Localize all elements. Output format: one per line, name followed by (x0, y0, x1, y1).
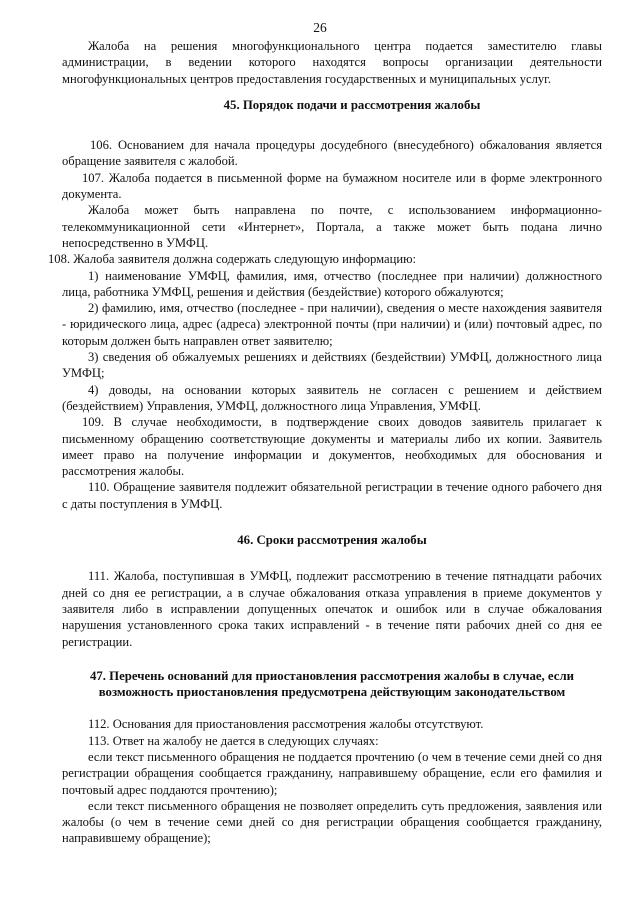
paragraph-112: 112. Основания для приостановления рассмотрения жалобы отсутствуют. (88, 717, 484, 732)
paragraph-109: 109. В случае необходимости, в подтверждение своих доводов заявитель прилагает к письменному обращению соответствующие документы и материалы либо их копии. Заявитель имеет право на получение информации и документов, необходимых для обоснования и рассмотрения жалобы. (62, 415, 602, 479)
paragraph-108-item-3: 3) сведения об обжалуемых решениях и действиях (бездействии) УМФЦ, должностного лица УМФЦ; (62, 350, 602, 381)
paragraph-108: 108. Жалоба заявителя должна содержать следующую информацию: (48, 252, 416, 267)
paragraph-108-item-1: 1) наименование УМФЦ, фамилия, имя, отчество (последнее при наличии) должностного лица, работника УМФЦ, решения и действия (бездействие) которого обжалуются; (62, 268, 602, 299)
paragraph-110: 110. Обращение заявителя подлежит обязательной регистрации в течение одного рабочего дня с даты поступления в УМФЦ. (62, 480, 602, 511)
paragraph-107-b: Жалоба может быть направлена по почте, с использованием информационно-телекоммуникационной сети «Интернет», Портала, а также может быть подана лично непосредственно в УМФЦ. (62, 203, 602, 250)
page-number: 26 (313, 20, 327, 35)
document-body (48, 38, 602, 847)
paragraph-113: 113. Ответ на жалобу не дается в следующих случаях: (88, 733, 379, 748)
section-heading-47: 47. Перечень оснований для приостановления рассмотрения жалобы в случае, если возможность приостановления предусмотрена действующим законодательством (89, 668, 575, 700)
paragraph-108-item-2: 2) фамилию, имя, отчество (последнее - при наличии), сведения о месте нахождения заявителя - юридического лица, адрес (адреса) электронной почты (при наличии) и (или) почтовый адрес, по которым должен быть направлен ответ заявителю; (62, 301, 602, 348)
paragraph-113-item-1: если текст письменного обращения не поддается прочтению (о чем в течение семи дней со дня регистрации обращения сообщается гражданину, направившему обращение, если его фамилия и почтовый адрес поддаются прочтению); (62, 749, 602, 797)
paragraph-intro: Жалоба на решения многофункционального центра подается заместителю главы администрации, в ведении которого находятся вопросы организации деятельности многофункциональных центров предоставления государственных и муниципальных услуг. (62, 39, 602, 86)
paragraph-107: 107. Жалоба подается в письменной форме на бумажном носителе или в форме электронного документа. (62, 170, 602, 202)
section-heading-45: 45. Порядок подачи и рассмотрения жалобы (223, 97, 481, 112)
paragraph-113-item-2: если текст письменного обращения не позволяет определить суть предложения, заявления или жалобы (о чем в течение семи дней со дня регистрации обращения сообщается гражданину, направившему обращение); (62, 798, 602, 846)
paragraph-111: 111. Жалоба, поступившая в УМФЦ, подлежит рассмотрению в течение пятнадцати рабочих дней со дня ее регистрации, а в случае обжалования отказа управления в приеме документов у заявителя либо в исправлении допущенных опечаток и ошибок или в случае обжалования нарушения установленного срока таких исправлений - в течение пяти рабочих дней со дня ее регистрации. (62, 569, 602, 649)
section-heading-46: 46. Сроки рассмотрения жалобы (237, 533, 427, 548)
paragraph-108-item-4: 4) доводы, на основании которых заявитель не согласен с решением и действием (бездействием) Управления, УМФЦ, должностного лица Управления, УМФЦ. (62, 382, 602, 413)
paragraph-106: 106. Основанием для начала процедуры досудебного (внесудебного) обжалования является обращение заявителя с жалобой. (62, 138, 602, 169)
